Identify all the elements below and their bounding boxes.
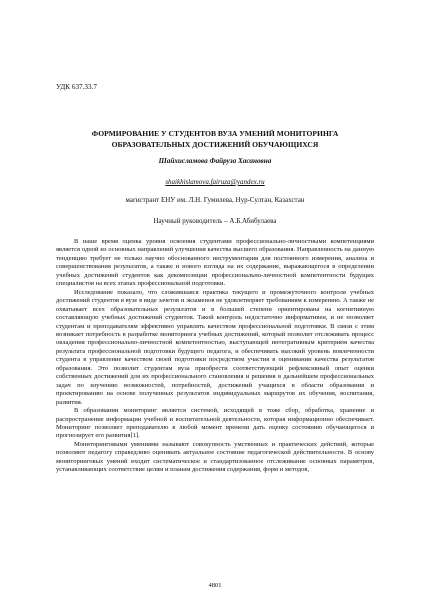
author-email-link[interactable]: shaikhislamova.fairuza@yandex.ru bbox=[165, 178, 265, 186]
paragraph: В образовании мониторинг является системой, исходящей в тоже сбор, обработка, хранение и распространение информации учебной и воспитательной деятельности, которая информационно обеспечивает. Мониторинг позволяет преподавателю в любой момент времени дать оценку состоянию обучающегося и прогнозирует его развития[1]. bbox=[56, 407, 374, 440]
author-name: Шайхисламова Файруза Хасановна bbox=[158, 157, 272, 165]
paper-body bbox=[56, 238, 374, 475]
paper-title bbox=[56, 129, 374, 150]
paragraph: В наше время оценка уровня освоения студентами профессионально-личностными компетенциями является одной из основных направлений улучшения качества высшего образования. Направленность на данную тенденцию требует не только научно обоснованного инструментария для постоянного измерения, анализа и совершенствования результатов, а также и нового взгляда на их содержание, выражающегося в определении учебных достижений студентов как декомпозиции профессионально-личностной компетентности будущих специалистов на всех этапах профессиональной подготовки. bbox=[56, 238, 374, 288]
author-affiliation: магистрант ЕНУ им. Л.Н. Гумилева, Нур-Султан, Казахстан bbox=[125, 196, 305, 204]
paragraph: Мониторинговыми умениями называют совокупность умственных и практических действий, которые позволяют педагогу справедливо оценивать актуальное состояние педагогической действительности. В основу мониторинговых умений входит систематическое и стандартизованное отслеживание основных параметров, устанавливающих соответствие целям и планам достижения содержания, форм и методов, bbox=[56, 440, 374, 474]
scientific-advisor: Научный руководитель – А.Б.Абибулаева bbox=[153, 217, 277, 225]
title-line-2: ОБРАЗОВАТЕЛЬНЫХ ДОСТИЖЕНИЙ ОБУЧАЮЩИХСЯ bbox=[111, 139, 319, 149]
udk-code: УДК 637.33.7 bbox=[56, 83, 98, 91]
title-line-1: ФОРМИРОВАНИЕ У СТУДЕНТОВ ВУЗА УМЕНИЙ МОНИТОРИНГА bbox=[91, 129, 339, 138]
paper-page bbox=[56, 0, 374, 600]
paragraph: Исследование показало, что сложившаяся практика текущего и промежуточного контроля учебных достижений студентов в вузе в виде зачетов и экзаменов не удовлетворяет требованиям к измерению. А также не охватывает всех образовательных результатов и в большей степени ориентирована на когнитивную составляющую учебных достижений студентов. Такой контроль недостаточно информативен, и не позволяет студентам и преподавателям эффективно управлять качеством профессиональной подготовки. В связи с этим возникает потребность в разработке мониторинга учебных достижений, который позволит отслеживать процесс овладения профессионально-личностной компетентностью, выступающей интегративным критерием качества результата профессиональной подготовки будущего педагога, и обеспечивать высокий уровень вовлеченности студента в управление качеством своей подготовки посредством участия в оценивании качества результатов образования. Это позволит студентам вуза приобрести соответствующий рефлексивный опыт оценки собственных достижений для их профессионального становления и решения в дальнейшем профессиональных задач по изучению возможностей, потребностей, достижений учащихся в области образования и проектированию на основе полученных результатов индивидуальных маршрутов их обучения, воспитания, развития. bbox=[56, 288, 374, 406]
page-number: 4801 bbox=[208, 582, 222, 589]
